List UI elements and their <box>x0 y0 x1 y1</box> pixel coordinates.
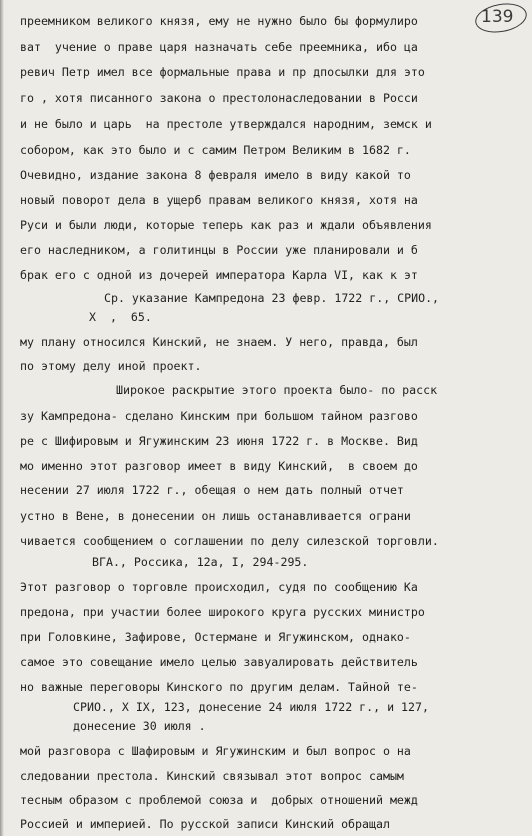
text-line: мой разговора с Шафировым и Ягужинским и был вопрос о на <box>20 744 411 758</box>
text-line: зу Кампредона- сделано Кинским при большом тайном разгово <box>20 409 418 423</box>
text-line: собором, как это было и с самим Петром Великим в 1682 г. <box>20 143 411 157</box>
text-line: предона, при участии более широкого круга русских министро <box>20 605 425 619</box>
text-line: го , хотя писанного закона о престолонаследовании в Росси <box>20 91 418 105</box>
text-line: самое это совещание имело целью завуалировать действитель <box>20 655 418 669</box>
text-line: при Головкине, Зафирове, Остермане и Ягужинском, однако- <box>20 630 411 644</box>
text-line: Россией и империей. По русской записи Кинский обращал <box>20 817 390 831</box>
text-line: ре с Шифировым и Ягужинским 23 июня 1722 г. в Москве. Вид <box>20 434 418 448</box>
footnote-line: Ср. указание Кампредона 23 февр. 1722 г., СРИО., <box>104 291 440 305</box>
text-line: Широкое раскрытие этого проекта было- по расск <box>116 383 438 397</box>
text-line: преемником великого князя, ему не нужно было бы формулиро <box>20 14 418 28</box>
text-line: Руси и были люди, которые теперь как раз и ждали объявления <box>20 218 432 232</box>
text-line: брак его с одной из дочерей императора Карла VI, как к эт <box>20 268 418 282</box>
text-line: чивается сообщением о соглашении по делу силезской торговли. <box>20 534 439 548</box>
text-line: Этот разговор о торговле происходил, судя по сообщению Ка <box>20 580 418 594</box>
footnote-line: СРИО., Х IX, 123, донесение 24 июля 1722 г., и 127, <box>73 700 429 714</box>
footnote-line: донесение 30 июля . <box>73 719 206 733</box>
text-line: мо именно этот разговор имеет в виду Кинский, в своем до <box>20 459 418 473</box>
page-number: 139 <box>481 7 514 27</box>
text-line: несении 27 июля 1722 г., обещая о нем дать полный отчет <box>20 483 404 497</box>
text-line: тесным образом с проблемой союза и добрых отношений межд <box>20 793 418 807</box>
text-line: ват учение о праве царя назначать себе преемника, ибо ца <box>20 40 418 54</box>
text-line: но важные переговоры Кинского по другим делам. Тайной те- <box>20 680 418 694</box>
text-line: му плану относился Кинский, не знаем. У него, правда, был <box>20 335 418 349</box>
page-edge-shadow <box>0 0 4 836</box>
text-line: и не было и царь на престоле утверждался народним, земск и <box>20 117 432 131</box>
text-line: Очевидно, издание закона 8 февраля имело в виду какой то <box>20 168 411 182</box>
text-line: новый поворот дела в ущерб правам великого князя, хотя на <box>20 193 418 207</box>
footnote-line: Х , 65. <box>89 310 152 324</box>
text-line: по этому делу иной проект. <box>20 359 202 373</box>
text-line: устно в Вене, в донесении он лишь останавливается ограни <box>20 509 411 523</box>
text-line: ревич Петр имел все формальные права и пр дпосылки для это <box>20 65 425 79</box>
text-line: его наследником, а голитинцы в России уже планировали и б <box>20 243 418 257</box>
text-line: следовании престола. Кинский связывал этот вопрос самым <box>20 769 404 783</box>
footnote-line: ВГА., Россика, 12а, I, 294-295. <box>92 555 309 569</box>
